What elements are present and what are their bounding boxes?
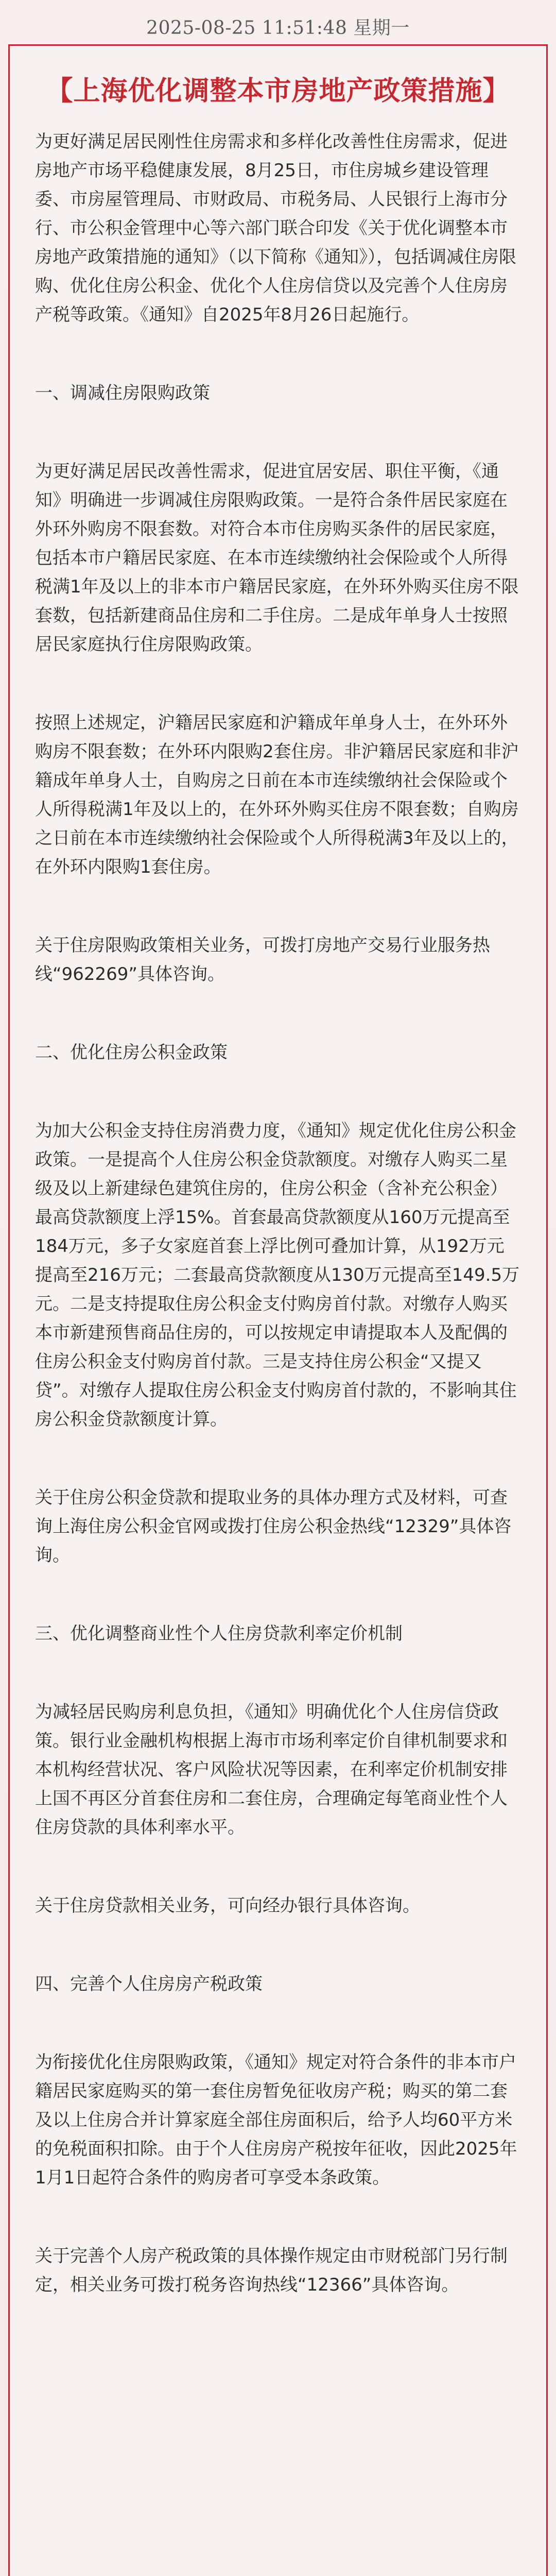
timestamp: 2025-08-25 11:51:48 星期一 [146, 18, 410, 39]
section-3-paragraph-1: 为减轻居民购房利息负担，《通知》明确优化个人住房信贷政策。银行业金融机构根据上海市市场利率定价自律机制要求和本机构经营状况、客户风险状况等因素，在利率定价机制安排上国不再区分首套住房和二套住房，合理确定每笔商业性个人住房贷款的具体利率水平。 [35, 1702, 508, 1838]
section-1-paragraph-2: 按照上述规定，沪籍居民家庭和沪籍成年单身人士，在外环外购房不限套数；在外环内限购2套住房。非沪籍居民家庭和非沪籍成年单身人士，自购房之日前在本市连续缴纳社会保险或个人所得税满1年及以上的，在外环外购买住房不限套数；自购房之日前在本市连续缴纳社会保险或个人所得税满3年及以上的，在外环内限购1套住房。 [35, 713, 519, 877]
section-3-title: 三、优化调整商业性个人住房贷款利率定价机制 [35, 1623, 403, 1644]
section-3-paragraph-2: 关于住房贷款相关业务，可向经办银行具体咨询。 [35, 1895, 420, 1916]
section-4-paragraph-1: 为衔接优化住房限购政策，《通知》规定对符合条件的非本市户籍居民家庭购买的第一套住房暂免征收房产税；购买的第二套及以上住房合并计算家庭全部住房面积后，给予人均60平方米的免税面积扣除。由于个人住房房产税按年征收，因此2025年1月1日起符合条件的购房者可享受本条政策。 [35, 2052, 517, 2188]
article-title: 【上海优化调整本市房地产政策措施】 [46, 76, 510, 107]
section-1-paragraph-3: 关于住房限购政策相关业务，可拨打房地产交易行业服务热线“962269”具体咨询。 [35, 935, 490, 985]
section-2-paragraph-1: 为加大公积金支持住房消费力度，《通知》规定优化住房公积金政策。一是提高个人住房公积金贷款额度。对缴存人购买二星级及以上新建绿色建筑住房的，住房公积金（含补充公积金）最高贷款额度上浮15%。首套最高贷款额度从160万元提高至184万元，多子女家庭首套上浮比例可叠加计算，从192万元提高至216万元；二套最高贷款额度从130万元提高至149.5万元。二是支持提取住房公积金支付购房首付款。对缴存人购买本市新建预售商品住房的，可以按规定申请提取本人及配偶的住房公积金支付购房首付款。三是支持住房公积金“又提又贷”。对缴存人提取住房公积金支付购房首付款的，不影响其住房公积金贷款额度计算。 [35, 1121, 520, 1430]
section-4-title: 四、完善个人住房房产税政策 [35, 1974, 263, 1994]
intro-paragraph: 为更好满足居民刚性住房需求和多样化改善性住房需求，促进房地产市场平稳健康发展，8月25日，市住房城乡建设管理委、市房屋管理局、市财政局、市税务局、人民银行上海市分行、市公积金管理中心等六部门联合印发《关于优化调整本市房地产政策措施的通知》（以下简称《通知》），包括调减住房限购、优化住房公积金、优化个人住房信贷以及完善个人住房房产税等政策。《通知》自2025年8月26日起施行。 [35, 131, 516, 325]
section-1-paragraph-1: 为更好满足居民改善性需求，促进宜居安居、职住平衡，《通知》明确进一步调减住房限购政策。一是符合条件居民家庭在外环外购房不限套数。对符合本市住房购买条件的居民家庭，包括本市户籍居民家庭、在本市连续缴纳社会保险或个人所得税满1年及以上的非本市户籍居民家庭，在外环外购买住房不限套数，包括新建商品住房和二手住房。二是成年单身人士按照居民家庭执行住房限购政策。 [35, 461, 519, 655]
section-2-title: 二、优化住房公积金政策 [35, 1042, 228, 1063]
article-content [35, 127, 521, 2349]
section-4-paragraph-2: 关于完善个人房产税政策的具体操作规定由市财税部门另行制定，相关业务可拨打税务咨询热线“12366”具体咨询。 [35, 2246, 508, 2295]
section-2-paragraph-2: 关于住房公积金贷款和提取业务的具体办理方式及材料，可查询上海住房公积金官网或拨打住房公积金热线“12329”具体咨询。 [35, 1487, 512, 1566]
section-1-title: 一、调减住房限购政策 [35, 383, 210, 403]
